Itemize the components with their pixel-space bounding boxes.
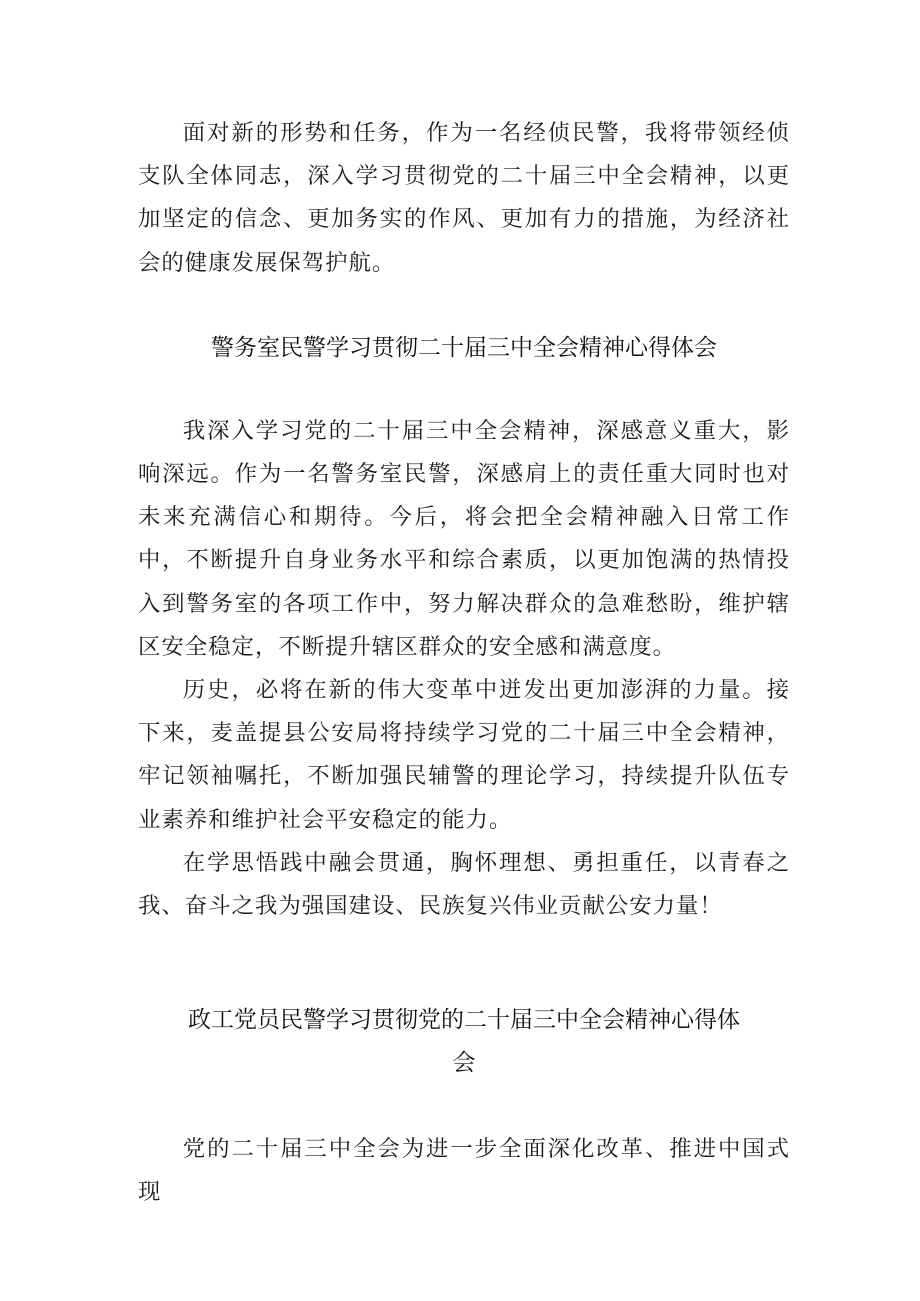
- section-1-paragraph-1: 我深入学习党的二十届三中全会精神，深感意义重大，影响深远。作为一名警务室民警，深感肩上的责任重大同时也对未来充满信心和期待。今后，将会把全会精神融入日常工作中，不断提升自身业务水平和综合素质，以更加饱满的热情投入到警务室的各项工作中，努力解决群众的急难愁盼，维护辖区安全稳定，不断提升辖区群众的安全感和满意度。: [138, 417, 790, 660]
- intro-paragraph: 面对新的形势和任务，作为一名经侦民警，我将带领经侦支队全体同志，深入学习贯彻党的二十届三中全会精神，以更加坚定的信念、更加务实的作风、更加有力的措施，为经济社会的健康发展保驾护航。: [138, 120, 790, 276]
- section-1-paragraph-3: 在学思悟践中融会贯通，胸怀理想、勇担重任，以青春之我、奋斗之我为强国建设、民族复兴伟业贡献公安力量！: [138, 849, 790, 920]
- section-2-paragraph-1: 党的二十届三中全会为进一步全面深化改革、推进中国式现: [138, 1136, 790, 1206]
- section-title-political-work: 政工党员民警学习贯彻党的二十届三中全会精神心得体会: [188, 1007, 740, 1077]
- section-title-police-office: 警务室民警学习贯彻二十届三中全会精神心得体会: [211, 334, 717, 361]
- document-body: [138, 112, 790, 1215]
- section-1-paragraph-2: 历史，必将在新的伟大变革中迸发出更加澎湃的力量。接下来，麦盖提县公安局将持续学习党的二十届三中全会精神，牢记领袖嘱托，不断加强民辅警的理论学习，持续提升队伍专业素养和维护社会平安稳定的能力。: [138, 677, 790, 833]
